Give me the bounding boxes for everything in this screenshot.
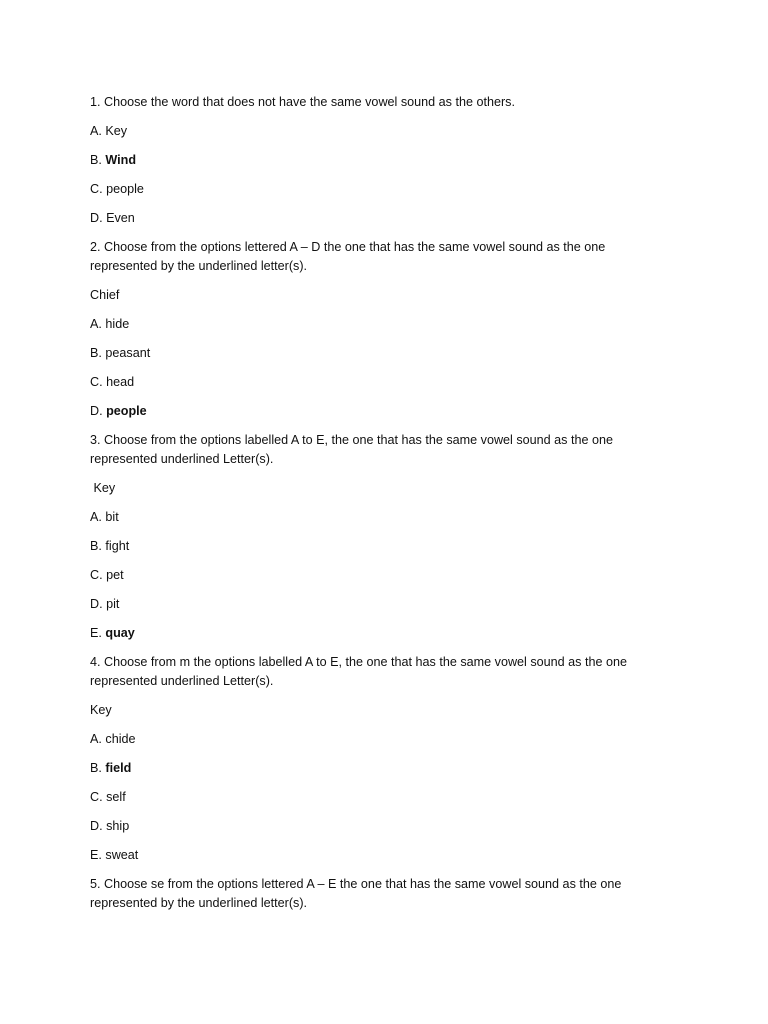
answer-option [90, 595, 650, 614]
option-letter: A. [90, 317, 106, 331]
option-text: self [106, 790, 126, 804]
option-letter: D. [90, 597, 107, 611]
option-text: Wind [105, 153, 137, 167]
option-letter: C. [90, 375, 107, 389]
option-letter: C. [90, 182, 107, 196]
answer-option [90, 759, 650, 778]
answer-option [90, 508, 650, 527]
option-letter: A. [90, 124, 106, 138]
question-text: 3. Choose from the options labelled A to E, the one that has the same vowel sound as the one represented underlined Letter(s). [90, 433, 613, 466]
option-text: peasant [105, 346, 151, 360]
option-text: fight [105, 539, 130, 553]
option-letter: C. [90, 790, 107, 804]
answer-option [90, 373, 650, 392]
option-text: quay [105, 626, 135, 640]
option-letter: A. [90, 732, 106, 746]
option-text: pet [106, 568, 124, 582]
option-text: people [106, 404, 147, 418]
option-letter: D. [90, 819, 107, 833]
answer-option [90, 344, 650, 363]
question-text: 5. Choose se from the options lettered A – E the one that has the same vowel sound as the one represented by the underlined letter(s). [90, 877, 622, 910]
document-page [90, 93, 650, 923]
option-text: people [106, 182, 144, 196]
answer-option [90, 730, 650, 749]
answer-option [90, 537, 650, 556]
option-text: field [105, 761, 132, 775]
answer-option [90, 624, 650, 643]
option-text: hide [105, 317, 130, 331]
option-letter: E. [90, 848, 106, 862]
option-text: bit [105, 510, 119, 524]
option-letter: B. [90, 153, 106, 167]
answer-option [90, 846, 650, 865]
option-letter: B. [90, 539, 106, 553]
answer-option [90, 315, 650, 334]
question-prompt-word: Chief [90, 288, 120, 302]
option-letter: B. [90, 346, 106, 360]
option-letter: D. [90, 404, 107, 418]
question-text: 1. Choose the word that does not have the same vowel sound as the others. [90, 95, 515, 109]
question-prompt-word: Key [90, 703, 112, 717]
option-text: Key [105, 124, 128, 138]
option-text: ship [106, 819, 130, 833]
answer-option [90, 151, 650, 170]
option-text: sweat [105, 848, 139, 862]
option-letter: E. [90, 626, 106, 640]
option-letter: B. [90, 761, 106, 775]
answer-option [90, 788, 650, 807]
question-prompt-word: Key [90, 481, 116, 495]
answer-option [90, 180, 650, 199]
answer-option [90, 566, 650, 585]
option-letter: C. [90, 568, 107, 582]
option-text: chide [105, 732, 136, 746]
option-text: Even [106, 211, 135, 225]
answer-option [90, 402, 650, 421]
option-letter: D. [90, 211, 107, 225]
answer-option [90, 122, 650, 141]
question-text: 2. Choose from the options lettered A – D the one that has the same vowel sound as the one represented by the underlined letter(s). [90, 240, 606, 273]
answer-option [90, 209, 650, 228]
question-text: 4. Choose from m the options labelled A to E, the one that has the same vowel sound as the one represented underlined Letter(s). [90, 655, 627, 688]
option-letter: A. [90, 510, 106, 524]
answer-option [90, 817, 650, 836]
option-text: head [106, 375, 135, 389]
option-text: pit [106, 597, 120, 611]
